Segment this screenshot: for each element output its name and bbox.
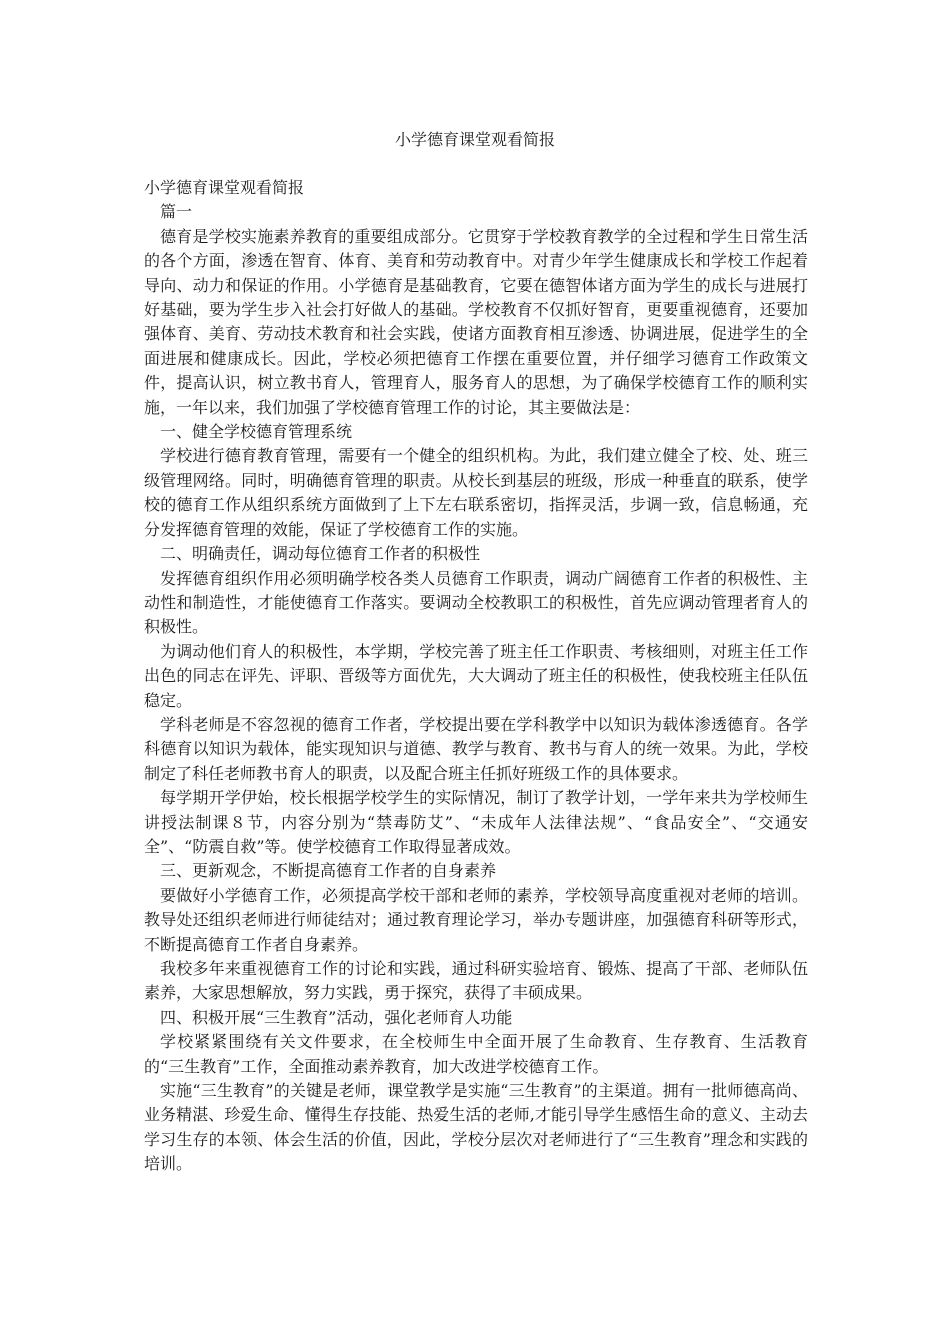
paragraph-6: 每学期开学伊始，校长根据学校学生的实际情况，制订了教学计划，一学年来共为学校师生讲授法制课８节，内容分别为“禁毒防艾”、“未成年人法律法规”、“食品安全”、“交通安全”、“防震自救”等。使学校德育工作取得显著成效。 [144, 788, 808, 856]
paragraph-8: 我校多年来重视德育工作的讨论和实践，通过科研实验培育、锻炼、提高了干部、老师队伍素养，大家思想解放，努力实践，勇于探究，获得了丰硕成果。 [144, 959, 808, 1003]
paragraph-9: 学校紧紧围绕有关文件要求，在全校师生中全面开展了生命教育、生存教育、生活教育的“三生教育”工作，全面推动素养教育，加大改进学校德育工作。 [144, 1032, 808, 1076]
paragraph-2: 学校进行德育教育管理，需要有一个健全的组织机构。为此，我们建立健全了校、处、班三级管理网络。同时，明确德育管理的职责。从校长到基层的班级，形成一种垂直的联系，使学校的德育工作从组织系统方面做到了上下左右联系密切，指挥灵活，步调一致，信息畅通，充分发挥德育管理的效能，保证了学校德育工作的实施。 [144, 446, 808, 539]
paragraph-7: 要做好小学德育工作，必须提高学校干部和老师的素养，学校领导高度重视对老师的培训。教导处还组织老师进行师徒结对；通过教育理论学习，举办专题讲座，加强德育科研等形式，不断提高德育工作者自身素养。 [144, 885, 808, 954]
section-label: 篇一 [160, 202, 193, 222]
document-subtitle: 小学德育课堂观看简报 [144, 178, 305, 197]
heading-3: 三、更新观念，不断提高德育工作者的自身素养 [160, 861, 497, 881]
document-body [144, 176, 808, 1177]
document-title: 小学德育课堂观看简报 [394, 130, 555, 149]
heading-1: 一、健全学校德育管理系统 [160, 422, 353, 442]
paragraph-intro: 德育是学校实施素养教育的重要组成部分。它贯穿于学校教育教学的全过程和学生日常生活的各个方面，渗透在智育、体育、美育和劳动教育中。对青少年学生健康成长和学校工作起着导向、动力和保证的作用。小学德育是基础教育，它要在德智体诸方面为学生的成长与进展打好基础，要为学生步入社会打好做人的基础。学校教育不仅抓好智育，更要重视德育，还要加强体育、美育、劳动技术教育和社会实践，使诸方面教育相互渗透、协调进展，促进学生的全面进展和健康成长。因此，学校必须把德育工作摆在重要位置，并仔细学习德育工作政策文件，提高认识，树立教书育人，管理育人，服务育人的思想，为了确保学校德育工作的顺利实施，一年以来，我们加强了学校德育管理工作的讨论，其主要做法是： [144, 226, 808, 417]
heading-2: 二、明确责任，调动每位德育工作者的积极性 [160, 544, 481, 564]
paragraph-3: 发挥德育组织作用必须明确学校各类人员德育工作职责，调动广阔德育工作者的积极性、主动性和制造性，才能使德育工作落实。要调动全校教职工的积极性，首先应调动管理者育人的积极性。 [144, 568, 808, 637]
paragraph-5: 学科老师是不容忽视的德育工作者，学校提出要在学科教学中以知识为载体渗透德育。各学科德育以知识为载体，能实现知识与道德、教学与教育、教书与育人的统一效果。为此，学校制定了科任老师教书育人的职责，以及配合班主任抓好班级工作的具体要求。 [144, 714, 808, 783]
paragraph-4: 为调动他们育人的积极性，本学期，学校完善了班主任工作职责、考核细则，对班主任工作出色的同志在评先、评职、晋级等方面优先，大大调动了班主任的积极性，使我校班主任队伍稳定。 [144, 641, 808, 710]
heading-4: 四、积极开展“三生教育”活动，强化老师育人功能 [160, 1007, 513, 1027]
paragraph-10: 实施“三生教育”的关键是老师，课堂教学是实施“三生教育”的主渠道。拥有一批师德高尚、业务精湛、珍爱生命、懂得生存技能、热爱生活的老师,才能引导学生感悟生命的意义、主动去学习生存的本领、体会生活的价值，因此，学校分层次对老师进行了“三生教育”理念和实践的培训。 [144, 1081, 808, 1174]
